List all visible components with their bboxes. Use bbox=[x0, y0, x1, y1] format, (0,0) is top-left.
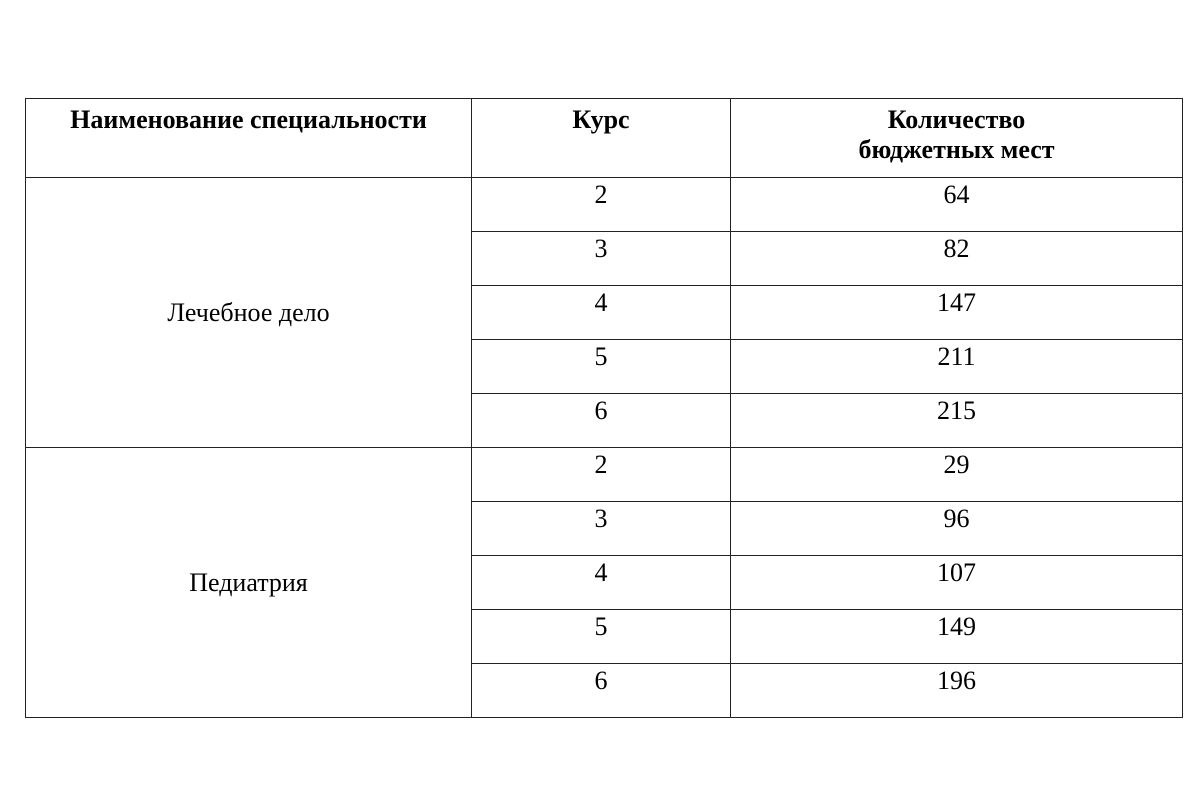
count-cell: 147 bbox=[731, 286, 1183, 340]
table-header-row bbox=[26, 99, 1183, 178]
specialty-cell: Лечебное дело bbox=[26, 178, 472, 448]
count-cell: 82 bbox=[731, 232, 1183, 286]
count-cell: 196 bbox=[731, 664, 1183, 718]
count-cell: 107 bbox=[731, 556, 1183, 610]
header-course: Курс bbox=[472, 99, 731, 178]
count-cell: 64 bbox=[731, 178, 1183, 232]
course-cell: 3 bbox=[472, 232, 731, 286]
course-cell: 2 bbox=[472, 448, 731, 502]
count-cell: 29 bbox=[731, 448, 1183, 502]
course-cell: 5 bbox=[472, 340, 731, 394]
course-cell: 5 bbox=[472, 610, 731, 664]
budget-places-table bbox=[25, 98, 1183, 718]
count-cell: 149 bbox=[731, 610, 1183, 664]
header-budget-places-line1: Количество bbox=[887, 105, 1026, 134]
course-cell: 6 bbox=[472, 664, 731, 718]
header-budget-places-line2: бюджетных мест bbox=[858, 135, 1055, 164]
course-cell: 4 bbox=[472, 556, 731, 610]
course-cell: 4 bbox=[472, 286, 731, 340]
table-row bbox=[26, 178, 1183, 232]
course-cell: 2 bbox=[472, 178, 731, 232]
course-cell: 3 bbox=[472, 502, 731, 556]
count-cell: 211 bbox=[731, 340, 1183, 394]
table-row bbox=[26, 448, 1183, 502]
header-budget-places bbox=[731, 99, 1183, 178]
specialty-cell: Педиатрия bbox=[26, 448, 472, 718]
count-cell: 96 bbox=[731, 502, 1183, 556]
course-cell: 6 bbox=[472, 394, 731, 448]
header-specialty: Наименование специальности bbox=[26, 99, 472, 178]
count-cell: 215 bbox=[731, 394, 1183, 448]
